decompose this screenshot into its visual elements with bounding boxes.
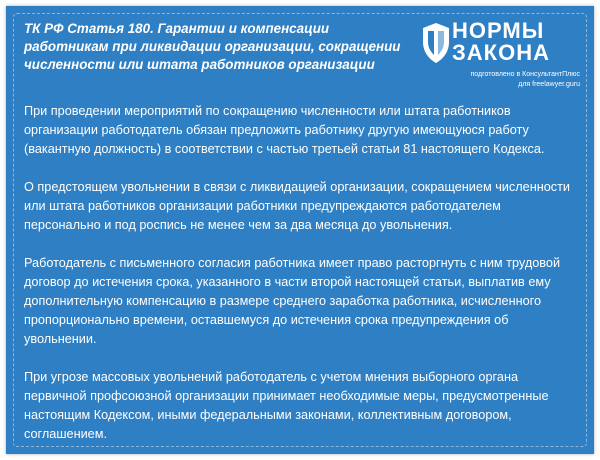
article-body (24, 102, 576, 444)
paragraph: При угрозе массовых увольнений работодатель с учетом мнения выборного органа первичной профсоюзной организации принимает необходимые меры, предусмотренные настоящим Кодексом, иными федеральными законами, коллективным договором, соглашением. (24, 370, 549, 441)
article-title: ТК РФ Статья 180. Гарантии и компенсации работникам при ликвидации организации, сокращении численности или штата работников организации (24, 21, 401, 72)
shield-icon (422, 22, 450, 64)
logo (418, 18, 588, 98)
logo-line-1: НОРМЫ (452, 18, 545, 43)
logo-line-2: ЗАКОНА (452, 40, 550, 65)
paragraph: При проведении мероприятий по сокращению численности или штата работников организации работодатель обязан предложить работнику другую имеющуюся работу (вакантную должность) в соответствии с частью третьей статьи 81 настоящего Кодекса. (24, 104, 545, 156)
article-card (6, 6, 594, 454)
logo-caption-1: подготовлено в КонсультантПлюс (470, 71, 580, 78)
paragraph: О предстоящем увольнении в связи с ликвидацией организации, сокращением численности или штата работников организации работники предупреждаются работодателем персонально и под роспись не менее чем за два месяца до увольнения. (24, 180, 571, 232)
paragraph: Работодатель с письменного согласия работника имеет право расторгнуть с ним трудовой договор до истечения срока, указанного в части второй настоящей статьи, выплатив ему дополнительную компенсацию в размере среднего заработка работника, исчисленного пропорционально времени, оставшемуся до истечения срока предупреждения об увольнении. (24, 256, 561, 346)
logo-caption-2: для freelawyer.guru (518, 81, 580, 88)
